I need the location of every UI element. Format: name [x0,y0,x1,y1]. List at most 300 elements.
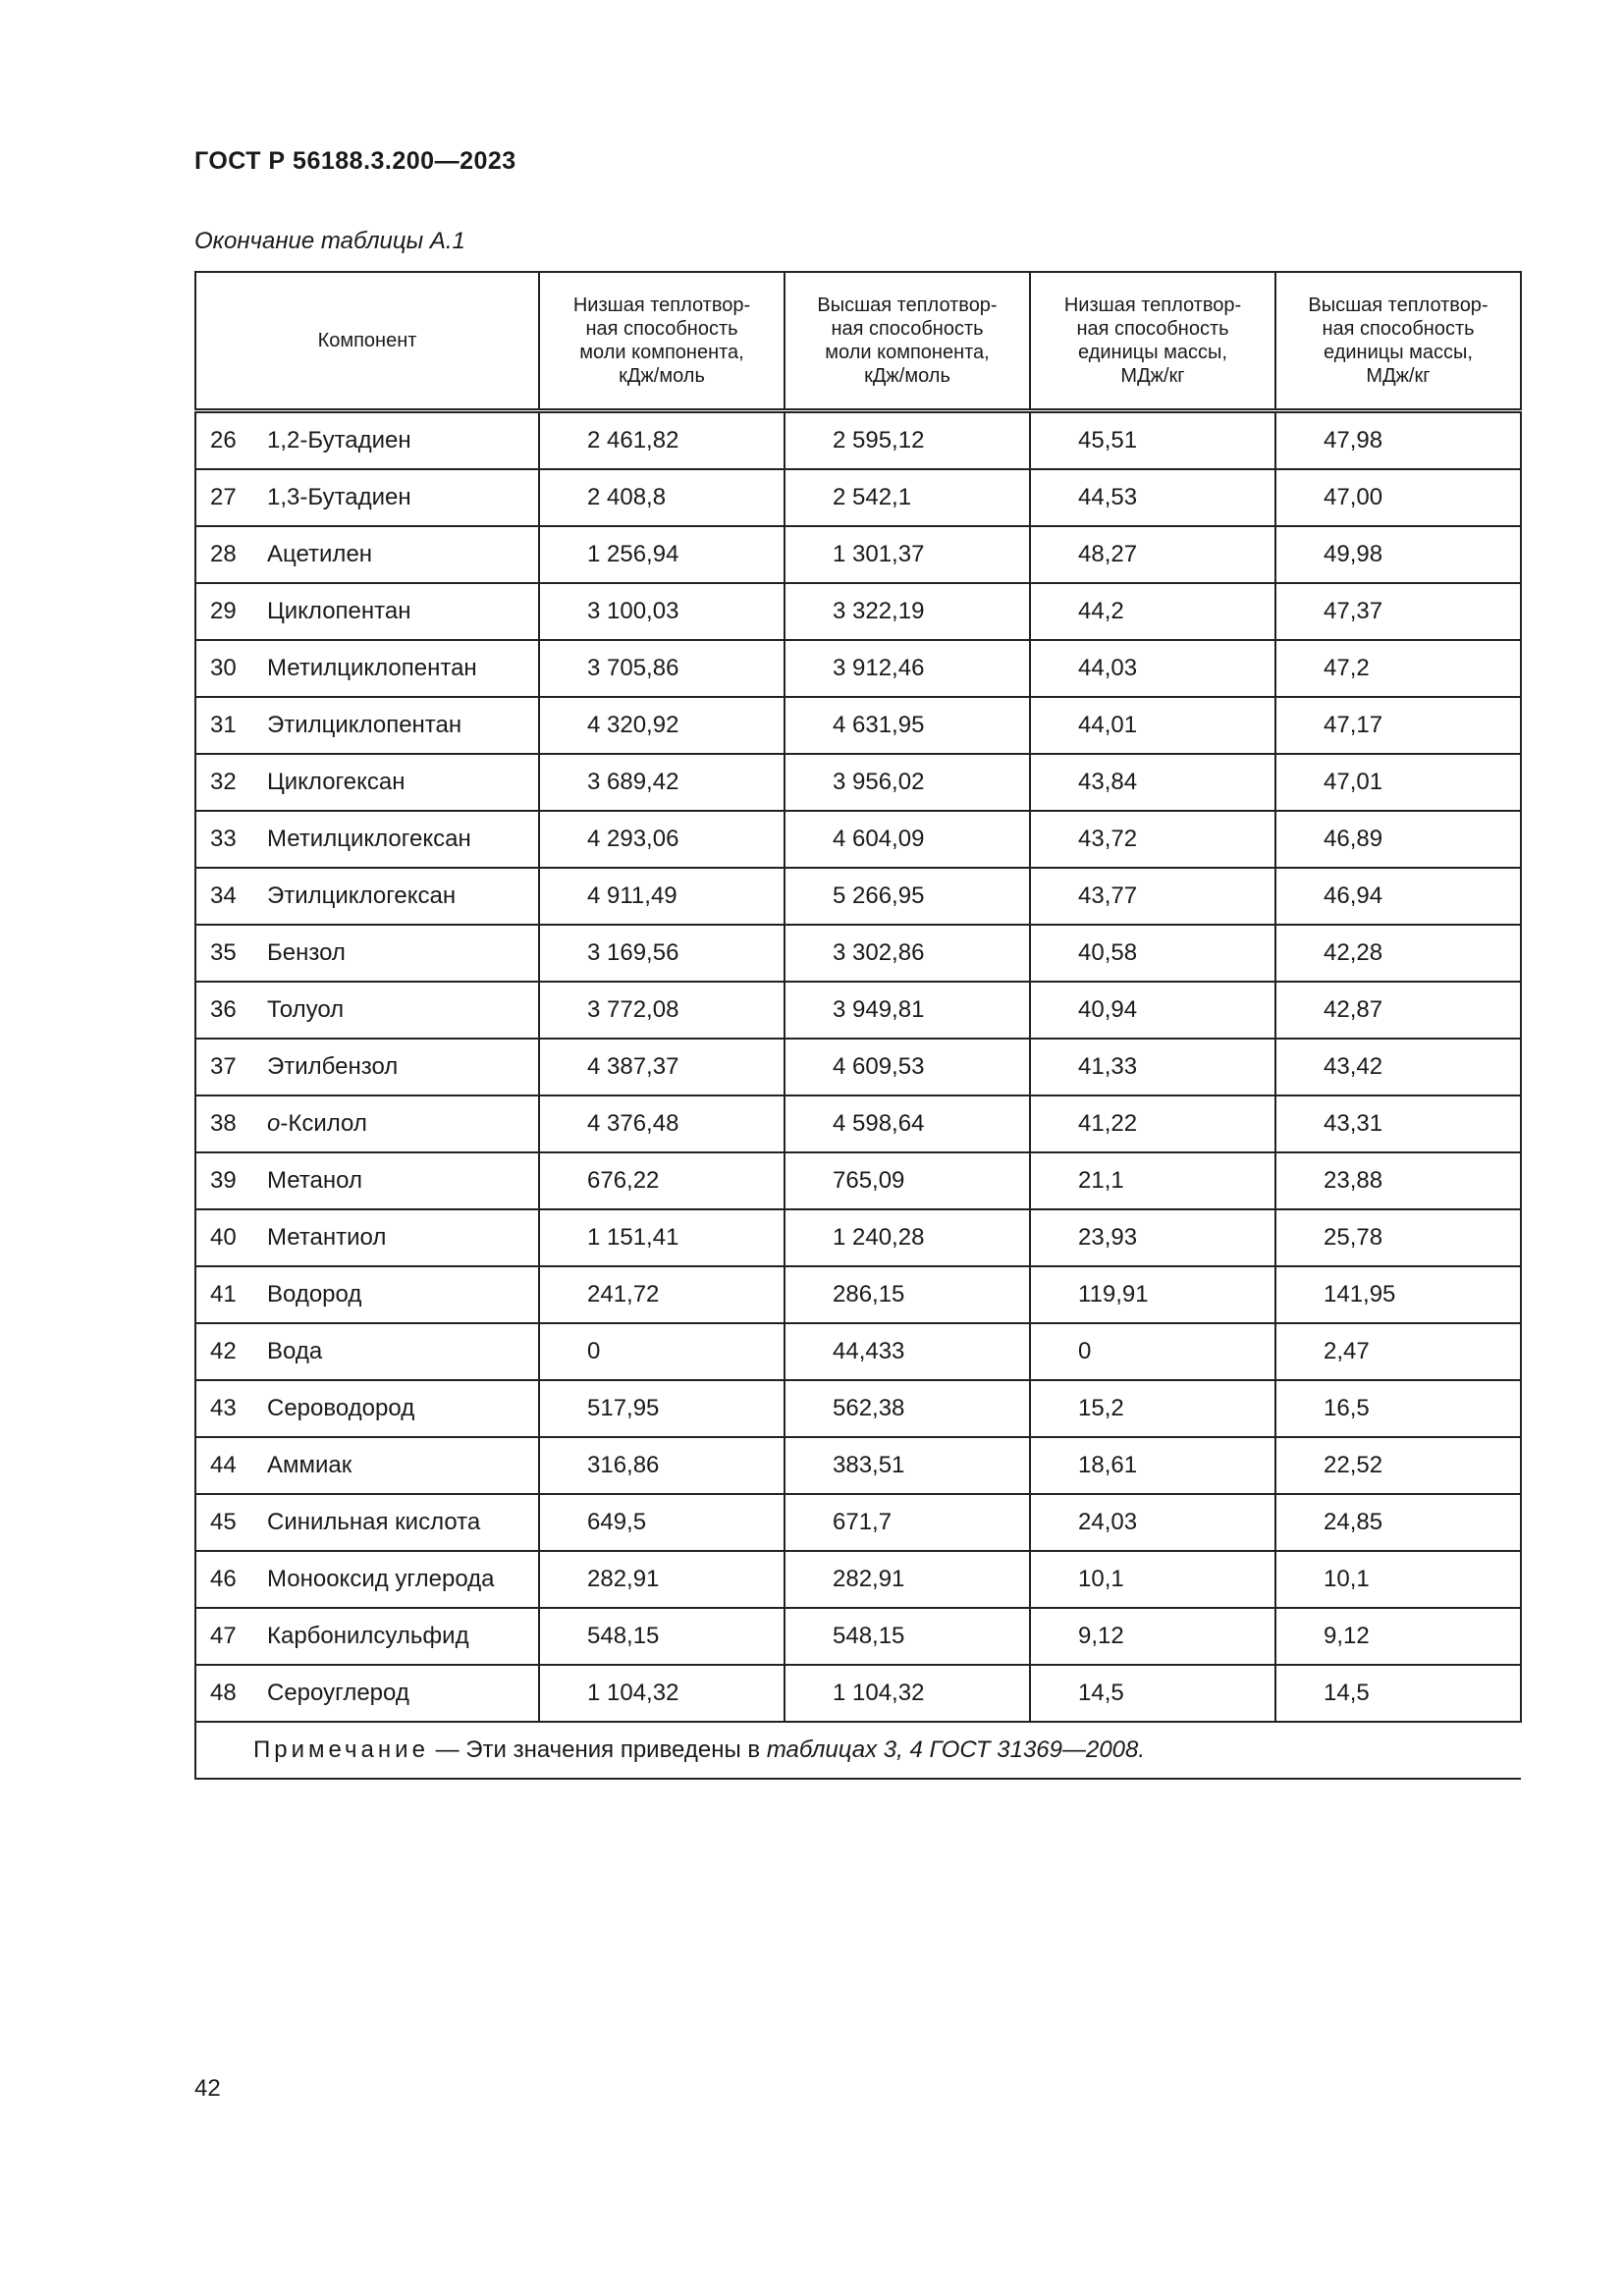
component-name [253,1224,386,1251]
cell-value: 44,53 [1078,484,1138,510]
value-cell [539,811,785,868]
cell-value: 41,22 [1078,1110,1138,1137]
value-cell [1275,1608,1521,1665]
value-cell [1275,1323,1521,1380]
cell-value: 25,78 [1324,1224,1383,1251]
cell-value: 3 912,46 [833,655,925,681]
cell-value: 649,5 [587,1509,647,1535]
cell-value: 47,00 [1324,484,1383,510]
cell-value: 2 408,8 [587,484,667,510]
cell-value: 2 542,1 [833,484,912,510]
cell-value: 3 302,86 [833,939,925,966]
component-cell [195,1608,539,1665]
value-cell [1275,1039,1521,1095]
row-number: 39 [210,1167,237,1194]
cell-value: 765,09 [833,1167,905,1194]
cell-value: 282,91 [833,1566,905,1592]
component-cell [195,1437,539,1494]
value-cell [1030,469,1275,526]
row-number: 35 [210,939,237,966]
component-cell [195,526,539,583]
component-label: Ацетилен [267,541,373,567]
cell-value: 383,51 [833,1452,905,1478]
value-cell [785,754,1030,811]
value-cell [785,1437,1030,1494]
component-label: Монооксид углерода [267,1566,495,1592]
cell-value: 4 387,37 [587,1053,679,1080]
cell-value: 4 604,09 [833,826,925,852]
component-cell [195,754,539,811]
value-cell [785,982,1030,1039]
value-cell [539,868,785,925]
value-cell [1030,1152,1275,1209]
value-cell [1030,697,1275,754]
cell-value: 15,2 [1078,1395,1124,1421]
component-cell [195,1266,539,1323]
value-cell [1030,1551,1275,1608]
value-cell [785,1608,1030,1665]
component-cell [195,469,539,526]
value-cell [539,1494,785,1551]
note-label: Примечание [253,1736,429,1763]
component-cell [195,697,539,754]
value-cell [1275,411,1521,470]
cell-value: 676,22 [587,1167,660,1194]
value-cell [1030,754,1275,811]
row-number: 28 [210,541,237,567]
value-cell [539,1095,785,1152]
value-cell [1275,583,1521,640]
value-cell [539,982,785,1039]
component-name [253,1338,322,1364]
cell-value: 18,61 [1078,1452,1138,1478]
value-cell [1030,640,1275,697]
value-cell [1275,754,1521,811]
value-cell [539,1266,785,1323]
cell-value: 3 322,19 [833,598,925,624]
value-cell [1275,1380,1521,1437]
value-cell [785,811,1030,868]
component-label: 1,3-Бутадиен [267,484,411,510]
value-cell [1275,640,1521,697]
value-cell [1030,1380,1275,1437]
page-number: 42 [194,2075,221,2102]
row-number: 36 [210,996,237,1023]
value-cell [1030,583,1275,640]
document-code: ГОСТ Р 56188.3.200—2023 [194,147,516,175]
value-cell [785,1323,1030,1380]
row-number: 46 [210,1566,237,1592]
component-label: Сероводород [267,1395,415,1421]
value-cell [785,868,1030,925]
component-cell [195,982,539,1039]
component-name [253,939,346,966]
value-cell [539,526,785,583]
cell-value: 2 461,82 [587,427,679,454]
component-label: Вода [267,1338,323,1364]
component-cell [195,411,539,470]
cell-value: 9,12 [1324,1623,1370,1649]
component-label: Циклопентан [267,598,411,624]
component-name [253,1566,495,1592]
column-header: Низшая теплотвор- ная способность единицы массы, МДж/кг [1030,272,1275,411]
cell-value: 671,7 [833,1509,893,1535]
table-row [195,1608,1521,1665]
value-cell [1030,1039,1275,1095]
value-cell [785,925,1030,982]
cell-value: 43,77 [1078,882,1138,909]
component-name [253,1167,362,1194]
table-note [195,1722,1521,1779]
cell-value: 10,1 [1324,1566,1370,1592]
cell-value: 42,28 [1324,939,1383,966]
value-cell [539,1209,785,1266]
row-number: 33 [210,826,237,852]
table-row [195,1209,1521,1266]
cell-value: 44,2 [1078,598,1124,624]
component-label: Синильная кислота [267,1509,481,1535]
value-cell [1030,1209,1275,1266]
row-number: 41 [210,1281,237,1308]
cell-value: 141,95 [1324,1281,1396,1308]
row-number: 34 [210,882,237,909]
value-cell [785,1209,1030,1266]
value-cell [1275,1551,1521,1608]
cell-value: 48,27 [1078,541,1138,567]
value-cell [539,411,785,470]
table-row [195,411,1521,470]
component-label: -Ксилол [280,1110,367,1137]
row-number: 29 [210,598,237,624]
value-cell [539,1551,785,1608]
component-name [253,1053,398,1080]
component-name [253,598,410,624]
cell-value: 4 320,92 [587,712,679,738]
value-cell [1275,1437,1521,1494]
component-label: Этилциклопентан [267,712,462,738]
component-name [253,1509,480,1535]
column-header: Высшая теплотвор- ная способность единицы массы, МДж/кг [1275,272,1521,411]
value-cell [1275,811,1521,868]
note-text: — Эти значения приведены в [428,1736,767,1763]
row-number: 30 [210,655,237,681]
component-name [253,1623,469,1649]
row-number: 43 [210,1395,237,1421]
component-name [253,769,406,795]
cell-value: 40,58 [1078,939,1138,966]
component-label: Толуол [267,996,345,1023]
cell-value: 1 151,41 [587,1224,679,1251]
component-cell [195,1209,539,1266]
cell-value: 49,98 [1324,541,1383,567]
cell-value: 3 169,56 [587,939,679,966]
table-row [195,982,1521,1039]
value-cell [785,411,1030,470]
value-cell [785,583,1030,640]
cell-value: 47,2 [1324,655,1370,681]
cell-value: 46,89 [1324,826,1383,852]
value-cell [1030,1323,1275,1380]
row-number: 27 [210,484,237,510]
cell-value: 43,72 [1078,826,1138,852]
component-name [253,541,372,567]
cell-value: 44,03 [1078,655,1138,681]
component-name [253,826,471,852]
table-row [195,1437,1521,1494]
component-prefix: о [267,1110,281,1137]
component-name [253,712,461,738]
component-label: Карбонилсульфид [267,1623,469,1649]
component-cell [195,1152,539,1209]
row-number: 32 [210,769,237,795]
component-label: Этилциклогексан [267,882,457,909]
table-row [195,697,1521,754]
table-row [195,754,1521,811]
value-cell [1030,811,1275,868]
component-name [253,1452,352,1478]
table-row [195,1665,1521,1722]
value-cell [539,1437,785,1494]
cell-value: 47,37 [1324,598,1383,624]
cell-value: 4 911,49 [587,882,677,909]
cell-value: 47,01 [1324,769,1383,795]
cell-value: 282,91 [587,1566,660,1592]
table-row [195,1152,1521,1209]
component-cell [195,868,539,925]
cell-value: 43,31 [1324,1110,1383,1137]
heat-value-table [194,271,1522,1780]
value-cell [1275,697,1521,754]
row-number: 42 [210,1338,237,1364]
cell-value: 16,5 [1324,1395,1370,1421]
row-number: 26 [210,427,237,454]
component-name [253,427,411,454]
cell-value: 5 266,95 [833,882,925,909]
cell-value: 24,03 [1078,1509,1138,1535]
value-cell [1030,982,1275,1039]
cell-value: 548,15 [587,1623,660,1649]
value-cell [539,1323,785,1380]
cell-value: 23,93 [1078,1224,1138,1251]
component-name [253,1110,367,1137]
value-cell [1030,1608,1275,1665]
component-label: Сероуглерод [267,1680,409,1706]
value-cell [539,1665,785,1722]
value-cell [785,697,1030,754]
value-cell [785,1095,1030,1152]
cell-value: 22,52 [1324,1452,1383,1478]
cell-value: 41,33 [1078,1053,1138,1080]
component-name [253,484,411,510]
component-label: Водород [267,1281,362,1308]
cell-value: 9,12 [1078,1623,1124,1649]
cell-value: 46,94 [1324,882,1383,909]
value-cell [539,697,785,754]
value-cell [1030,1437,1275,1494]
cell-value: 23,88 [1324,1167,1383,1194]
row-number: 44 [210,1452,237,1478]
component-cell [195,1323,539,1380]
value-cell [1275,925,1521,982]
cell-value: 316,86 [587,1452,660,1478]
component-cell [195,1095,539,1152]
cell-value: 0 [1078,1338,1092,1364]
value-cell [1275,1209,1521,1266]
row-number: 40 [210,1224,237,1251]
cell-value: 47,98 [1324,427,1383,454]
component-name [253,1395,414,1421]
component-name [253,882,456,909]
value-cell [1275,1095,1521,1152]
cell-value: 562,38 [833,1395,905,1421]
cell-value: 3 772,08 [587,996,679,1023]
value-cell [1030,1494,1275,1551]
value-cell [1030,868,1275,925]
component-name [253,1680,409,1706]
cell-value: 21,1 [1078,1167,1124,1194]
value-cell [785,1380,1030,1437]
table-header-row [195,272,1521,411]
table-row [195,811,1521,868]
cell-value: 45,51 [1078,427,1138,454]
component-cell [195,640,539,697]
row-number: 45 [210,1509,237,1535]
component-cell [195,1665,539,1722]
cell-value: 43,84 [1078,769,1138,795]
value-cell [1030,411,1275,470]
cell-value: 3 705,86 [587,655,679,681]
cell-value: 548,15 [833,1623,905,1649]
cell-value: 44,433 [833,1338,905,1364]
table-row [195,640,1521,697]
table-row [195,1039,1521,1095]
table-row [195,1551,1521,1608]
cell-value: 14,5 [1078,1680,1124,1706]
component-cell [195,1380,539,1437]
value-cell [539,1608,785,1665]
value-cell [785,1039,1030,1095]
component-cell [195,583,539,640]
value-cell [1275,1266,1521,1323]
row-number: 37 [210,1053,237,1080]
cell-value: 42,87 [1324,996,1383,1023]
value-cell [539,754,785,811]
table-note-row [195,1722,1521,1779]
value-cell [1030,925,1275,982]
cell-value: 1 104,32 [833,1680,925,1706]
cell-value: 14,5 [1324,1680,1370,1706]
component-cell [195,1551,539,1608]
value-cell [1030,526,1275,583]
value-cell [539,1039,785,1095]
cell-value: 241,72 [587,1281,660,1308]
table-row [195,1095,1521,1152]
cell-value: 4 631,95 [833,712,925,738]
cell-value: 3 956,02 [833,769,925,795]
cell-value: 119,91 [1078,1281,1149,1308]
component-label: Метилциклопентан [267,655,477,681]
row-number: 31 [210,712,237,738]
table-row [195,1494,1521,1551]
row-number: 47 [210,1623,237,1649]
value-cell [785,640,1030,697]
table-row [195,583,1521,640]
table-row [195,1266,1521,1323]
component-label: Циклогексан [267,769,406,795]
value-cell [785,1665,1030,1722]
cell-value: 44,01 [1078,712,1138,738]
component-label: Бензол [267,939,346,966]
value-cell [1275,526,1521,583]
value-cell [539,583,785,640]
cell-value: 286,15 [833,1281,905,1308]
table-body [195,411,1521,1723]
value-cell [539,469,785,526]
cell-value: 3 100,03 [587,598,679,624]
cell-value: 1 240,28 [833,1224,925,1251]
cell-value: 4 376,48 [587,1110,679,1137]
component-label: Этилбензол [267,1053,399,1080]
cell-value: 2,47 [1324,1338,1370,1364]
component-label: Аммиак [267,1452,352,1478]
value-cell [539,640,785,697]
value-cell [785,469,1030,526]
value-cell [539,925,785,982]
value-cell [785,1266,1030,1323]
value-cell [1275,868,1521,925]
cell-value: 10,1 [1078,1566,1124,1592]
value-cell [1030,1266,1275,1323]
value-cell [785,1152,1030,1209]
value-cell [785,1494,1030,1551]
row-number: 48 [210,1680,237,1706]
column-header: Компонент [195,272,539,411]
table-row [195,868,1521,925]
cell-value: 517,95 [587,1395,660,1421]
component-cell [195,1039,539,1095]
component-name [253,1281,361,1308]
cell-value: 4 598,64 [833,1110,925,1137]
component-cell [195,811,539,868]
value-cell [1275,1494,1521,1551]
cell-value: 4 293,06 [587,826,679,852]
table-row [195,469,1521,526]
value-cell [1030,1095,1275,1152]
table-row [195,1323,1521,1380]
cell-value: 1 256,94 [587,541,679,567]
row-number: 38 [210,1110,237,1137]
cell-value: 24,85 [1324,1509,1383,1535]
component-label: Метилциклогексан [267,826,471,852]
cell-value: 1 104,32 [587,1680,679,1706]
cell-value: 40,94 [1078,996,1138,1023]
column-header: Высшая теплотвор- ная способность моли компонента, кДж/моль [785,272,1030,411]
value-cell [1275,469,1521,526]
component-name [253,996,344,1023]
table-row [195,526,1521,583]
cell-value: 43,42 [1324,1053,1383,1080]
value-cell [539,1152,785,1209]
value-cell [785,526,1030,583]
component-label: Метантиол [267,1224,387,1251]
cell-value: 47,17 [1324,712,1383,738]
cell-value: 0 [587,1338,601,1364]
component-label: Метанол [267,1167,362,1194]
column-header: Низшая теплотвор- ная способность моли компонента, кДж/моль [539,272,785,411]
cell-value: 3 689,42 [587,769,679,795]
component-label: 1,2-Бутадиен [267,427,411,454]
table-row [195,1380,1521,1437]
